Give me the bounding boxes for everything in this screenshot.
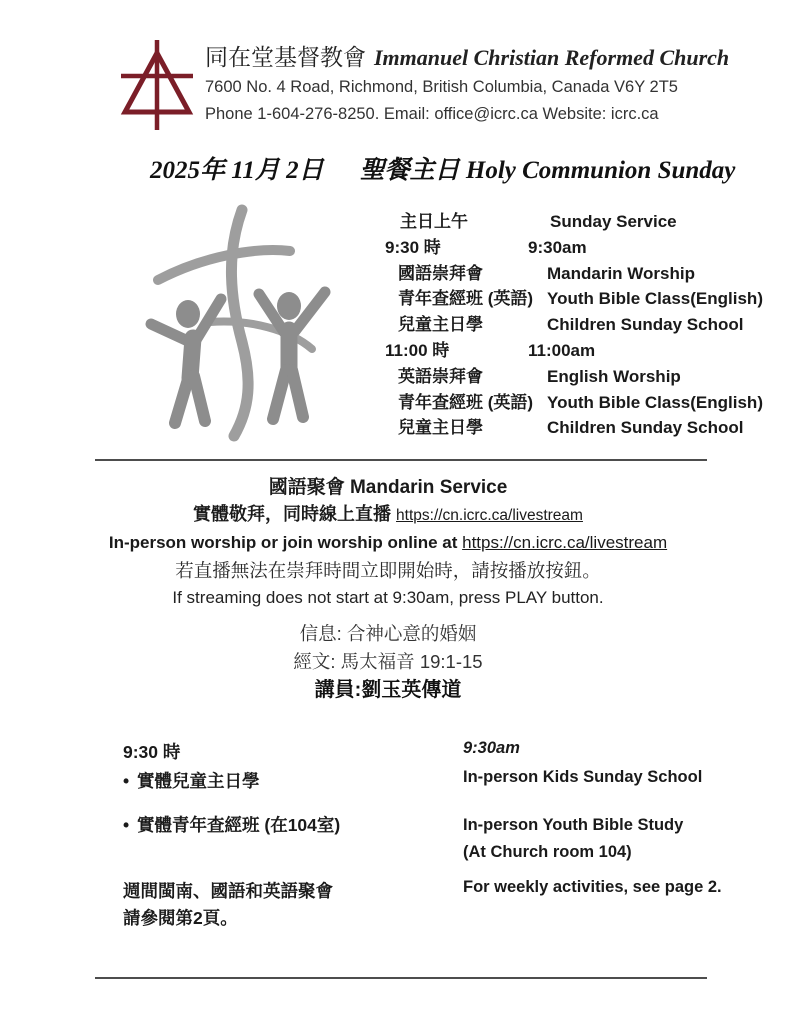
- schedule-row: 11:00 時 11:00am: [385, 340, 596, 360]
- streaming-note-en: If streaming does not start at 9:30am, press PLAY button.: [172, 588, 604, 607]
- sermon-message: 信息: 合神心意的婚姻: [299, 623, 477, 644]
- sunday-service-schedule: [385, 209, 763, 441]
- section-divider: [95, 459, 707, 461]
- mandarin-livestream-line-zh: 實體敬拜，同時線上直播 https://cn.icrc.ca/livestream: [193, 504, 583, 524]
- church-address: 7600 No. 4 Road, Richmond, British Columbia, Canada V6Y 2T5: [205, 78, 678, 96]
- church-name-english: Immanuel Christian Reformed Church: [374, 45, 730, 70]
- mandarin-livestream-line-en: In-person worship or join worship online at https://cn.icrc.ca/livestream: [108, 533, 668, 552]
- mandarin-service-section: [8, 474, 768, 611]
- schedule-row: 兒童主日學 Children Sunday School: [398, 418, 744, 438]
- schedule-row: 9:30 時 9:30am: [385, 237, 587, 257]
- church-name: [205, 42, 730, 74]
- mandarin-service-title: 國語聚會 Mandarin Service: [268, 477, 508, 498]
- bottom-item-youth-en: In-person Youth Bible Study (At Church room 104): [463, 816, 684, 861]
- weekly-activities-en: For weekly activities, see page 2.: [463, 878, 722, 896]
- bottom-item-kids-en: In-person Kids Sunday School: [463, 768, 703, 786]
- schedule-row: 兒童主日學 Children Sunday School: [398, 315, 744, 335]
- bottom-item-youth-zh: • 實體青年查經班 (在104室): [123, 815, 341, 835]
- schedule-row: 青年查經班 (英語) Youth Bible Class(English): [398, 289, 763, 309]
- bulletin-date: 2025年 11月 2日: [150, 157, 324, 184]
- sermon-speaker: 講員:劉玉英傳道: [314, 679, 462, 701]
- schedule-row: 英語崇拜會 English Worship: [398, 366, 681, 386]
- livestream-link-zh[interactable]: https://cn.icrc.ca/livestream: [396, 507, 583, 524]
- bullet-icon: •: [123, 815, 130, 835]
- bulletin-date-title: [150, 150, 735, 186]
- church-cross-logo-icon: [118, 38, 196, 132]
- church-contact: Phone 1-604-276-8250. Email: office@icrc.ca Website: icrc.ca: [205, 105, 659, 123]
- streaming-note-zh: 若直播無法在崇拜時間立即開始時，請按播放按鈕。: [175, 560, 601, 581]
- bullet-icon: •: [123, 771, 130, 791]
- schedule-row: 國語崇拜會 Mandarin Worship: [398, 263, 695, 283]
- sermon-scripture: 經文: 馬太福音 19:1-15: [293, 651, 483, 672]
- schedule-row: 主日上午 Sunday Service: [400, 212, 677, 231]
- weekly-activities-zh: 週間閩南、國語和英語聚會 請參閱第2頁。: [123, 881, 333, 928]
- cross-with-figures-artwork: [138, 202, 358, 442]
- page-bottom-divider: [95, 977, 707, 979]
- church-name-chinese: 同在堂基督教會: [205, 45, 366, 70]
- livestream-link-en[interactable]: https://cn.icrc.ca/livestream: [462, 533, 668, 552]
- bulletin-service-title: 聖餐主日 Holy Communion Sunday: [359, 157, 736, 184]
- bottom-time-en: 9:30am: [463, 739, 520, 757]
- bottom-time-zh: 9:30 時: [123, 742, 181, 762]
- sermon-info: [8, 620, 768, 705]
- bottom-item-kids-zh: • 實體兒童主日學: [123, 771, 260, 791]
- church-header: [205, 42, 730, 128]
- schedule-row: 青年查經班 (英語) Youth Bible Class(English): [398, 392, 763, 412]
